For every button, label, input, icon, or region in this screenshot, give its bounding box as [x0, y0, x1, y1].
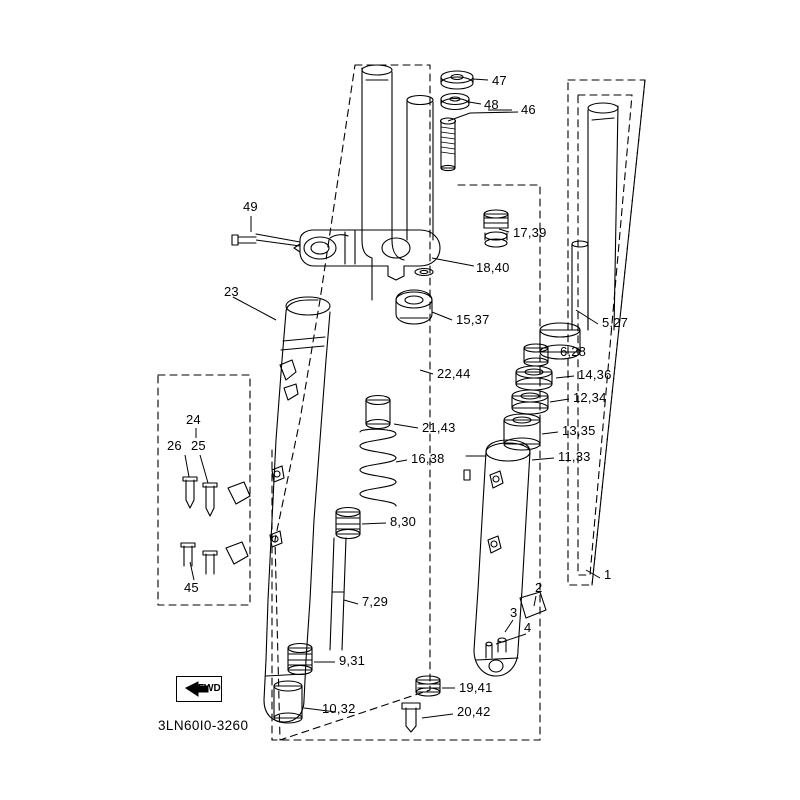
- callout-17-39: 17,39: [513, 225, 547, 240]
- callout-46: 46: [521, 102, 536, 117]
- callout-16-38: 16,38: [411, 451, 445, 466]
- callout-18-40: 18,40: [476, 260, 510, 275]
- callout-23: 23: [224, 284, 239, 299]
- diagram-part-number: 3LN60I0-3260: [158, 718, 249, 733]
- callout-22-44: 22,44: [437, 366, 471, 381]
- callout-13-35: 13,35: [562, 423, 596, 438]
- callout-4: 4: [524, 620, 532, 635]
- callout-49: 49: [243, 199, 258, 214]
- callout-21-43: 21,43: [422, 420, 456, 435]
- group-outline: [158, 65, 645, 740]
- callout-7-29: 7,29: [362, 594, 389, 609]
- callout-9-31: 9,31: [339, 653, 366, 668]
- fwd-marker-label: FWD: [198, 683, 221, 694]
- callout-12-34: 12,34: [573, 390, 607, 405]
- callout-47: 47: [492, 73, 507, 88]
- callout-3: 3: [510, 605, 518, 620]
- callout-19-41: 19,41: [459, 680, 493, 695]
- callout-26: 26: [167, 438, 182, 453]
- callout-6-28: 6,28: [560, 344, 587, 359]
- callout-15-37: 15,37: [456, 312, 490, 327]
- callout-25: 25: [191, 438, 206, 453]
- callout-8-30: 8,30: [390, 514, 417, 529]
- callout-5-27: 5,27: [602, 315, 629, 330]
- callout-20-42: 20,42: [457, 704, 491, 719]
- callout-10-32: 10,32: [322, 701, 356, 716]
- callout-14-36: 14,36: [578, 367, 612, 382]
- callout-48: 48: [484, 97, 499, 112]
- callout-1: 1: [604, 567, 612, 582]
- callout-24: 24: [186, 412, 201, 427]
- callout-45: 45: [184, 580, 199, 595]
- callout-2: 2: [535, 580, 543, 595]
- callout-11-33: 11,33: [558, 449, 591, 464]
